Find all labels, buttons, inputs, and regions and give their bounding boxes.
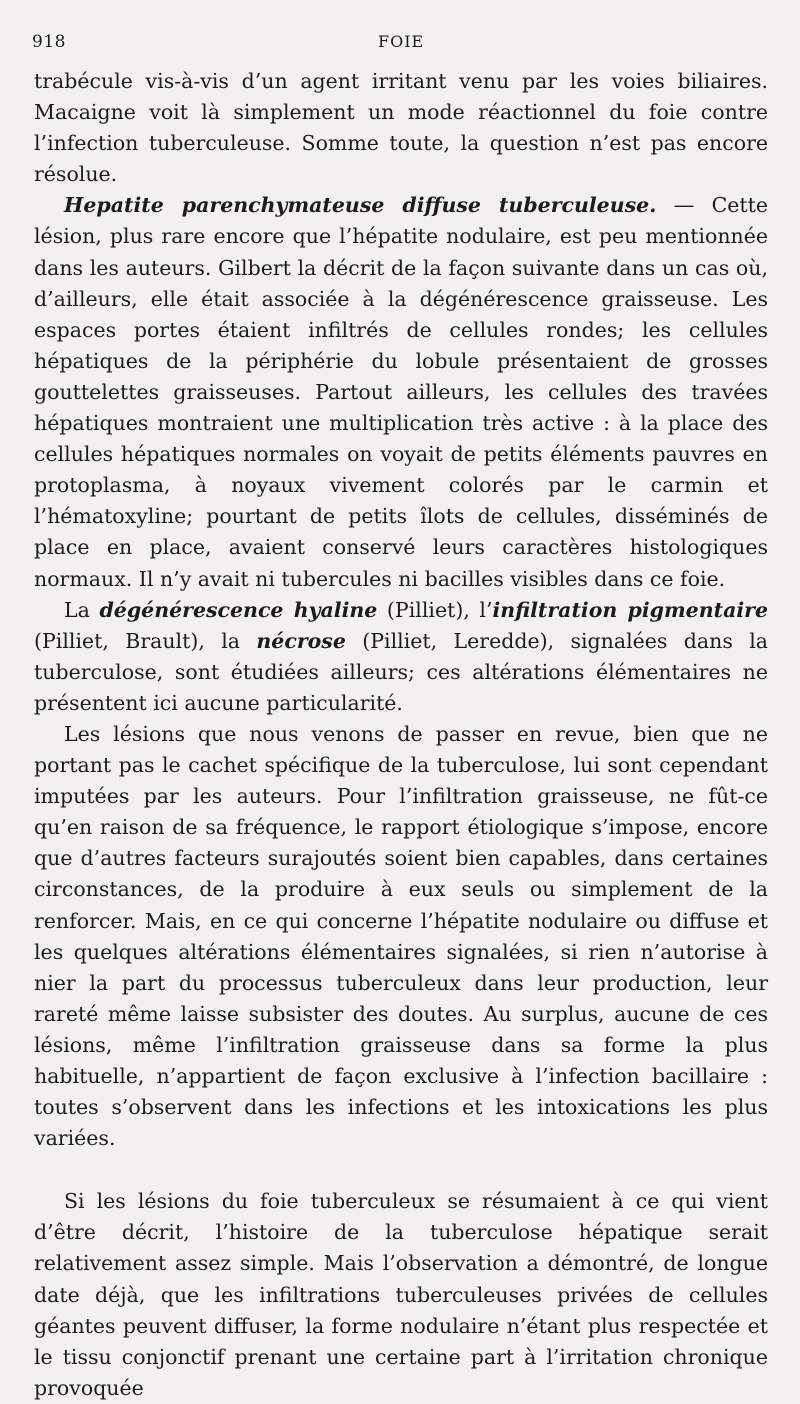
section-heading-hepatite: Hepatite parenchymateuse diffuse tuberculeuse. (64, 193, 657, 218)
page-number: 918 (32, 32, 66, 52)
paragraph-2: Hepatite parenchymateuse diffuse tuberculeuse. — Cette lésion, plus rare encore que l’hépatite nodulaire, est peu mentionnée dans les auteurs. Gilbert la décrit de la façon suivante dans un cas où, d’ailleurs, elle était associée à la dégénérescence graisseuse. Les espaces portes étaient infiltrés de cellules rondes; les cellules hépatiques de la périphérie du lobule présentaient de grosses gouttelettes graisseuses. Partout ailleurs, les cellules des travées hépatiques montraient une multiplication très active : à la place des cellules hépatiques normales on voyait de petits éléments pauvres en protoplasma, à noyaux vivement colorés par le carmin et l’hématoxyline; pourtant de petits îlots de cellules, disséminés de place en place, avaient conservé leurs caractères histologiques normaux. Il n’y avait ni tubercules ni bacilles visibles dans ce foie. (34, 193, 768, 591)
term-hyaline: dégénérescence hyaline (99, 597, 378, 622)
term-pigmentaire: infiltration pigmentaire (492, 597, 768, 622)
term-necrose: nécrose (256, 628, 346, 653)
paragraph-4: Les lésions que nous venons de passer en revue, bien que ne portant pas le cachet spécifique de la tuberculose, lui sont cependant imputées par les auteurs. Pour l’infiltration graisseuse, ne fût-ce qu’en raison de sa fréquence, le rapport étiologique s’impose, encore que d’autres facteurs surajoutés soient bien capables, dans certaines circonstances, de la produire à eux seuls ou simplement de la renforcer. Mais, en ce qui concerne l’hépatite nodulaire ou diffuse et les quelques altérations élémentaires signalées, si rien n’autorise à nier la part du processus tuberculeux dans leur production, leur rareté même laisse subsister des doutes. Au surplus, aucune de ces lésions, même l’infiltration graisseuse dans sa forme la plus habituelle, n’appartient de façon exclusive à l’infection bacillaire : toutes s’observent dans les infections et les intoxications les plus variées. (34, 721, 768, 1151)
paragraph-5: Si les lésions du foie tuberculeux se résumaient à ce qui vient d’être décrit, l’histoire de la tuberculose hépatique serait relativement assez simple. Mais l’observation a démontré, de longue date déjà, que les infiltrations tuberculeuses privées de cellules géantes peuvent diffuser, la forme nodulaire n’étant plus respectée et le tissu conjonctif prenant une certaine part à l’irritation chronique provoquée (34, 1189, 768, 1400)
paragraph-1: trabécule vis-à-vis d’un agent irritant venu par les voies biliaires. Macaigne voit là simplement un mode réactionnel du foie contre l’infection tuberculeuse. Somme toute, la question n’est pas encore résolue. (34, 69, 768, 187)
page-body (34, 66, 768, 1404)
running-title: FOIE (378, 32, 425, 51)
page-header (0, 32, 800, 58)
paragraph-3: La dégénérescence hyaline (Pilliet), l’infiltration pigmentaire (Pilliet, Brault), la nécrose (Pilliet, Leredde), signalées dans la tuberculose, sont étudiées ailleurs; ces altérations élémentaires ne présentent ici aucune particularité. (34, 597, 769, 715)
